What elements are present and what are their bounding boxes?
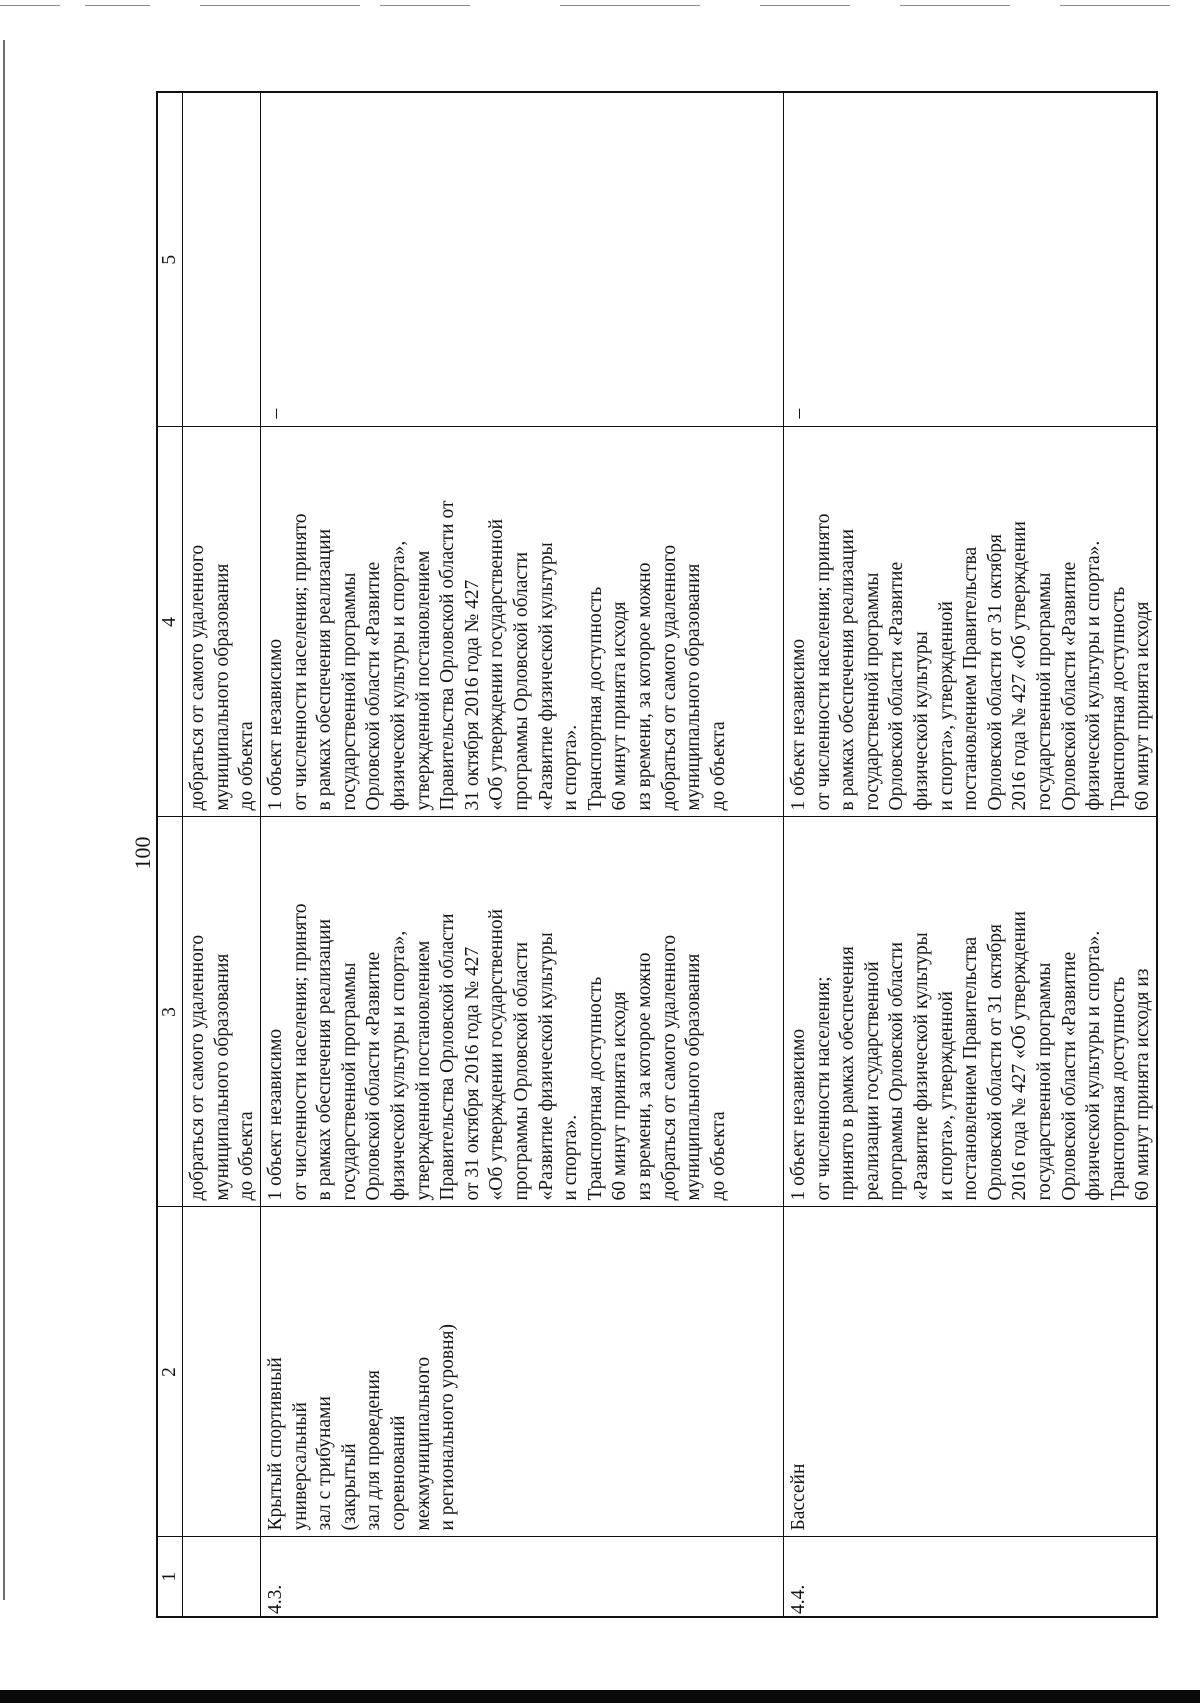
column-5-cell <box>183 92 261 427</box>
column-header-4: 4 <box>157 427 183 817</box>
rotated-page <box>130 93 1154 1618</box>
column-3-cell: добраться от самого удаленного муниципального образования до объекта <box>183 817 261 1207</box>
column-header-5: 5 <box>157 92 183 427</box>
row-number-cell: 4.3. <box>261 1537 784 1617</box>
column-5-cell: – <box>784 92 1157 427</box>
table-row-continuation <box>183 92 261 1617</box>
row-number-cell: 4.4. <box>784 1537 1157 1617</box>
column-header-2: 2 <box>157 1207 183 1537</box>
scan-edge-artifacts <box>0 0 1200 14</box>
facility-name-cell: Бассейн <box>784 1207 1157 1537</box>
column-4-cell: добраться от самого удаленного муниципального образования до объекта <box>183 427 261 817</box>
column-3-cell: 1 объект независимо от численности населения; принято в рамках обеспечения реализации государственной программы Орловской области «Развитие физической культуры и спорта», утвержденной постановлением Правительства Орловской области от 31 октября 2016 года № 427 «Об утверждении государственной программы Орловской области «Развитие физической культуры и спорта». Транспортная доступность 60 минут принята исходя из <box>784 817 1157 1207</box>
column-4-cell: 1 объект независимо от численности населения; принято в рамках обеспечения реализации государственной программы Орловской области «Развитие физической культуры и спорта», утвержденной постановлением Правительства Орловской области от 31 октября 2016 года № 427 «Об утверждении государственной программы Орловской области «Развитие физической культуры и спорта». Транспортная доступность 60 минут принята исходя <box>784 427 1157 817</box>
column-5-cell: – <box>261 92 784 427</box>
row-number-cell <box>183 1537 261 1617</box>
column-3-cell: 1 объект независимо от численности населения; принято в рамках обеспечения реализации государственной программы Орловской области «Развитие физической культуры и спорта», утвержденной постановлением Правительства Орловской области от 31 октября 2016 года № 427 «Об утверждении государственной программы Орловской области «Развитие физической культуры и спорта». Транспортная доступность 60 минут принята исходя из времени, за которое можно добраться от самого удаленного муниципального образования до объекта <box>261 817 784 1207</box>
scan-bottom-edge-bar <box>0 1690 1200 1703</box>
table-row-4-3 <box>261 92 784 1617</box>
table-header-row <box>157 92 183 1617</box>
facility-name-cell <box>183 1207 261 1537</box>
table-row-4-4 <box>784 92 1157 1617</box>
column-header-3: 3 <box>157 817 183 1207</box>
scan-left-edge-line <box>3 40 5 1600</box>
facility-name-cell: Крытый спортивный универсальный зал с трибунами (закрытый зал для проведения соревнований межмуниципального и регионального уровня) <box>261 1207 784 1537</box>
page-number: 100 <box>130 836 155 870</box>
column-header-1: 1 <box>157 1537 183 1617</box>
column-4-cell: 1 объект независимо от численности населения; принято в рамках обеспечения реализации государственной программы Орловской области «Развитие физической культуры и спорта», утвержденной постановлением Правительства Орловской области от 31 октября 2016 года № 427 «Об утверждении государственной программы Орловской области «Развитие физической культуры и спорта». Транспортная доступность 60 минут принята исходя из времени, за которое можно добраться от самого удаленного муниципального образования до объекта <box>261 427 784 817</box>
standards-table <box>156 91 1158 1618</box>
